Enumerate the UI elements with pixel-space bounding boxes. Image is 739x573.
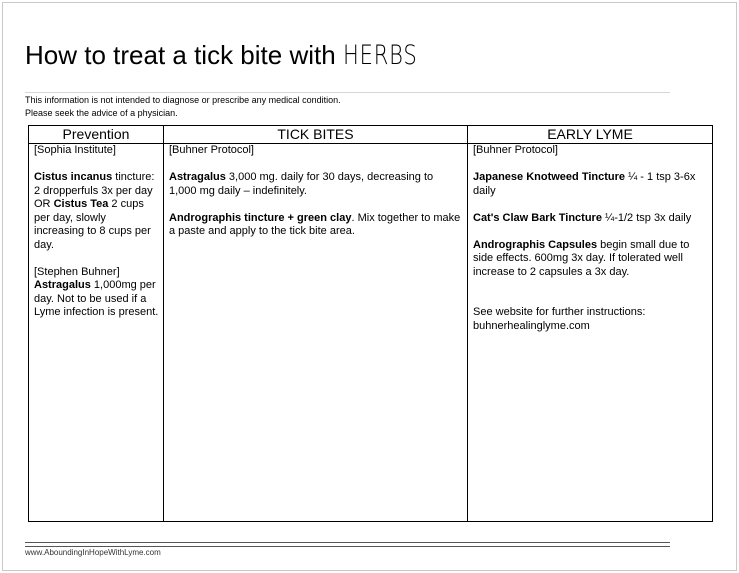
website-note: See website for further instructions: [473, 306, 646, 318]
footer-url[interactable]: www.AboundingInHopeWithLyme.com [25, 548, 161, 557]
column-header-early-lyme: EARLY LYME [468, 126, 713, 144]
tick-andrographis-name: Andrographis tincture + green clay [169, 211, 352, 224]
prevention-astragalus-entry [34, 279, 159, 320]
herb-table [28, 125, 713, 522]
tick-astragalus-entry [169, 171, 463, 198]
disclaimer-line-2: Please seek the advice of a physician. [25, 108, 178, 118]
cats-claw-dose: ¼-1/2 tsp 3x daily [601, 211, 692, 224]
cats-claw-entry [473, 212, 708, 226]
lyme-andrographis-entry [473, 239, 708, 280]
page-title [25, 40, 438, 71]
column-header-tick-bites: TICK BITES [164, 126, 468, 144]
astragalus-dose: 1,000mg per day. Not to be used if a Lyme infection is present. [34, 279, 159, 318]
footer-divider [25, 542, 670, 547]
knotweed-dose: ¼ - 1 tsp 3-6x daily [473, 171, 696, 197]
early-lyme-cell [468, 144, 713, 522]
tick-bites-cell [164, 144, 468, 522]
lyme-andrographis-dose: begin small due to side effects. 600mg 3x day. If tolerated well increase to 2 capsules a 3x day. [473, 238, 690, 278]
prevention-source-buhner: [Stephen Buhner] [34, 265, 120, 278]
column-header-prevention: Prevention [29, 126, 164, 144]
tick-astragalus-name: Astragalus [169, 171, 226, 183]
prevention-cell [29, 144, 164, 522]
tick-andrographis-entry [169, 212, 463, 239]
table-body-row [29, 144, 713, 522]
lyme-andrographis-name: Andrographis Capsules [473, 238, 598, 251]
title-text: How to treat a tick bite with [25, 40, 336, 70]
cistus-tea-dose: 2 cups per day, slowly increasing to 8 cups per day. [34, 198, 151, 251]
website-link[interactable]: buhnerhealinglyme.com [473, 319, 590, 332]
tick-astragalus-dose: 3,000 mg. daily for 30 days, decreasing to 1,000 mg daily – indefinitely. [169, 171, 434, 197]
title-accent: HERBS [342, 40, 418, 71]
tick-andrographis-instructions: . Mix together to make a paste and apply to the tick bite area. [169, 211, 461, 237]
cistus-dose: tincture: 2 dropperfuls 3x per day OR [34, 171, 155, 210]
cats-claw-name: Cat's Claw Bark Tincture [473, 211, 602, 224]
early-lyme-source: [Buhner Protocol] [473, 144, 558, 156]
cistus-name: Cistus incanus [34, 171, 113, 183]
prevention-source-sophia: [Sophia Institute] [34, 144, 116, 156]
knotweed-name: Japanese Knotweed Tincture [473, 171, 626, 183]
table-header-row [29, 126, 713, 144]
disclaimer-line-1: This information is not intended to diagnose or prescribe any medical condition. [25, 95, 341, 105]
top-divider [25, 92, 670, 93]
cistus-entry [34, 171, 159, 252]
disclaimer [25, 94, 341, 120]
tick-bites-source: [Buhner Protocol] [169, 144, 254, 156]
cistus-tea-name: Cistus Tea [53, 198, 109, 210]
astragalus-name: Astragalus [34, 279, 91, 291]
knotweed-entry [473, 171, 708, 198]
